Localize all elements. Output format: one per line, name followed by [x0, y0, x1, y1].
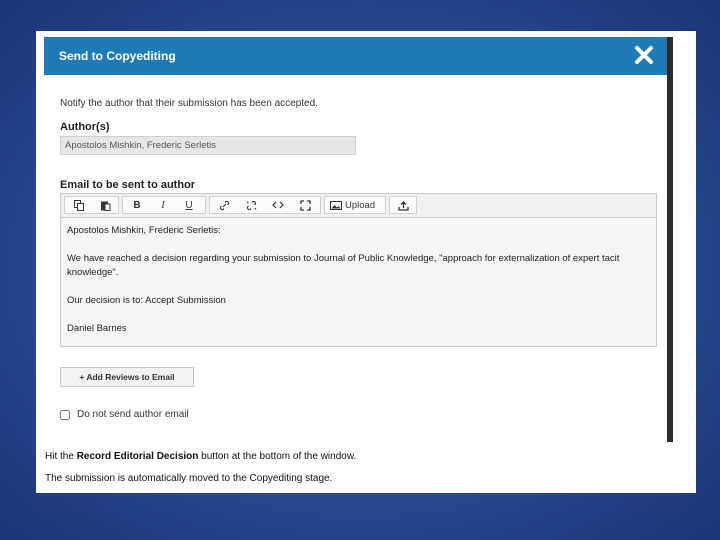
add-reviews-button[interactable]: + Add Reviews to Email [60, 367, 194, 387]
paste-button[interactable] [94, 197, 116, 213]
unlink-button[interactable] [240, 197, 262, 213]
fullscreen-button[interactable] [294, 197, 316, 213]
upload-icon [398, 200, 409, 211]
no-email-label: Do not send author email [77, 409, 189, 420]
link-button[interactable] [213, 197, 235, 213]
copy-icon [74, 200, 85, 211]
toolbar-group-upload [324, 196, 386, 214]
upload-file-button[interactable] [392, 197, 414, 213]
underline-icon: U [185, 199, 193, 211]
underline-button[interactable] [178, 197, 200, 213]
italic-icon: I [161, 199, 165, 211]
toolbar-group-clipboard [64, 196, 119, 214]
notify-text: Notify the author that their submission has been accepted. [60, 98, 318, 109]
slide [36, 31, 696, 493]
code-button[interactable] [267, 197, 289, 213]
code-icon [272, 200, 284, 210]
bold-icon: B [133, 199, 141, 211]
modal-title: Send to Copyediting [59, 49, 176, 63]
bold-button[interactable] [126, 197, 148, 213]
caption-line-1 [45, 451, 356, 462]
authors-field[interactable] [60, 136, 356, 155]
authors-label: Author(s) [60, 121, 110, 133]
caption-line-2: The submission is automatically moved to the Copyediting stage. [45, 473, 333, 484]
close-button[interactable] [632, 43, 656, 67]
no-email-checkbox[interactable] [60, 410, 70, 420]
email-signature: Daniel Barnes [67, 323, 127, 334]
paste-icon [100, 200, 111, 211]
unlink-icon [246, 200, 257, 211]
editor-toolbar [61, 194, 656, 218]
image-icon [330, 201, 342, 210]
caption-bold: Record Editorial Decision [76, 451, 199, 462]
screenshot-frame [44, 37, 673, 442]
email-paragraph: We have reached a decision regarding your submission to Journal of Public Knowledge, "approach for externalization of expert tacit knowledge". [67, 253, 620, 278]
link-icon [219, 200, 230, 211]
toolbar-group-file [389, 196, 417, 214]
fullscreen-icon [300, 200, 311, 211]
email-label: Email to be sent to author [60, 179, 196, 191]
upload-label: Upload [345, 199, 376, 211]
toolbar-group-insert [209, 196, 321, 214]
upload-image-button[interactable] [327, 197, 385, 213]
email-salutation: Apostolos Mishkin, Frederic Serletis: [67, 225, 221, 236]
modal-header [44, 37, 667, 75]
send-to-copyediting-modal [44, 37, 667, 442]
caption-suffix: button at the bottom of the window. [198, 451, 357, 462]
email-decision: Our decision is to: Accept Submission [67, 295, 226, 306]
close-icon [632, 43, 656, 67]
editor-body[interactable] [67, 224, 650, 342]
email-editor[interactable] [60, 193, 657, 347]
toolbar-group-format [122, 196, 206, 214]
italic-button[interactable] [152, 197, 174, 213]
copy-button[interactable] [68, 197, 90, 213]
caption-prefix: Hit the [45, 451, 77, 462]
no-email-option[interactable] [60, 409, 189, 420]
